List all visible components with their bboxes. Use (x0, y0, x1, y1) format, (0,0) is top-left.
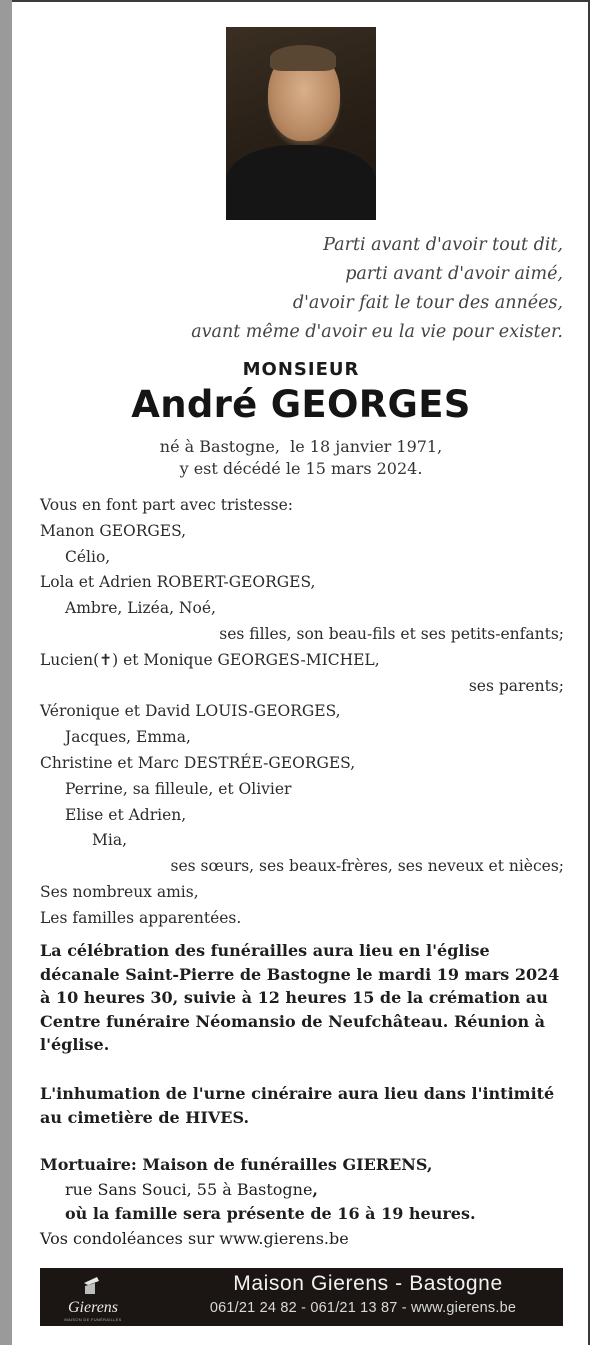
mortuary-heading: Mortuaire: Maison de funérailles GIERENS, (40, 1155, 433, 1174)
family-line: Les familles apparentées. (40, 908, 242, 927)
death-line: y est décédé le 15 mars 2024. (179, 459, 423, 478)
family-line: Elise et Adrien, (65, 805, 187, 824)
family-line: Lucien(✝) et Monique GEORGES-MICHEL, (40, 650, 380, 669)
mortuary-address-line (40, 1178, 580, 1203)
logo-emblem-icon (80, 1274, 102, 1296)
ceremony-announcement: La célébration des funérailles aura lieu en l'église décanale Saint-Pierre de Bastogne le mardi 19 mars 2024 à 10 heures 30, suivie à 12 heures 15 de la crémation au Centre funéraire Néomansio de Neufchâteau. Réunion à l'église. (40, 941, 560, 1054)
deceased-name: André GEORGES (131, 383, 471, 426)
portrait-photo (226, 27, 376, 220)
mortuary-address: rue Sans Souci, 55 à Bastogne (65, 1179, 313, 1199)
family-line: Jacques, Emma, (65, 728, 191, 747)
family-line: Ses nombreux amis, (40, 882, 199, 901)
top-border (12, 0, 590, 2)
logo-text: Gierens (67, 1299, 119, 1316)
photo-shirt (226, 145, 376, 220)
family-line: Ambre, Lizéa, Noé, (65, 599, 216, 618)
family-line: Véronique et David LOUIS-GEORGES, (40, 702, 341, 721)
birth-death-info (0, 436, 590, 480)
mortuary-address-comma: , (312, 1179, 318, 1199)
family-line: Célio, (65, 547, 111, 566)
funeral-home-banner (40, 1268, 563, 1326)
family-relation: ses filles, son beau-fils et ses petits-enfants; (219, 624, 564, 643)
banner-contacts: 061/21 24 82 - 061/21 13 87 - www.gierens.be (209, 1300, 517, 1316)
family-list (40, 493, 564, 932)
poem-line: parti avant d'avoir aimé, (345, 264, 563, 284)
photo-hair (270, 45, 336, 71)
poem-line: d'avoir fait le tour des années, (292, 293, 563, 313)
condolences-line: Vos condoléances sur www.gierens.be (40, 1228, 349, 1248)
mortuary-info (40, 1153, 580, 1251)
family-line: Lola et Adrien ROBERT-GEORGES, (40, 573, 316, 592)
family-relation: ses sœurs, ses beaux-frères, ses neveux et nièces; (170, 857, 564, 876)
civility: MONSIEUR (242, 359, 360, 380)
logo-subtitle: MAISON DE FUNÉRAILLES (64, 1317, 122, 1322)
gierens-logo (52, 1274, 134, 1322)
poem (143, 231, 563, 347)
family-line: Mia, (92, 831, 127, 850)
poem-line: Parti avant d'avoir tout dit, (323, 235, 563, 255)
mortuary-presence: où la famille sera présente de 16 à 19 heures. (65, 1204, 476, 1223)
left-border (0, 0, 12, 1345)
birth-line: né à Bastogne, le 18 janvier 1971, (159, 437, 443, 456)
urn-announcement: L'inhumation de l'urne cinéraire aura lieu dans l'intimité au cimetière de HIVES. (40, 1084, 555, 1127)
family-relation: ses parents; (468, 676, 564, 695)
family-line: Manon GEORGES, (40, 521, 187, 540)
family-intro: Vous en font part avec tristesse: (40, 496, 294, 514)
family-line: Perrine, sa filleule, et Olivier (65, 779, 292, 798)
poem-line: avant même d'avoir eu la vie pour exister. (191, 322, 563, 342)
family-line: Christine et Marc DESTRÉE-GEORGES, (40, 753, 356, 772)
banner-title: Maison Gierens - Bastogne (233, 1272, 503, 1295)
